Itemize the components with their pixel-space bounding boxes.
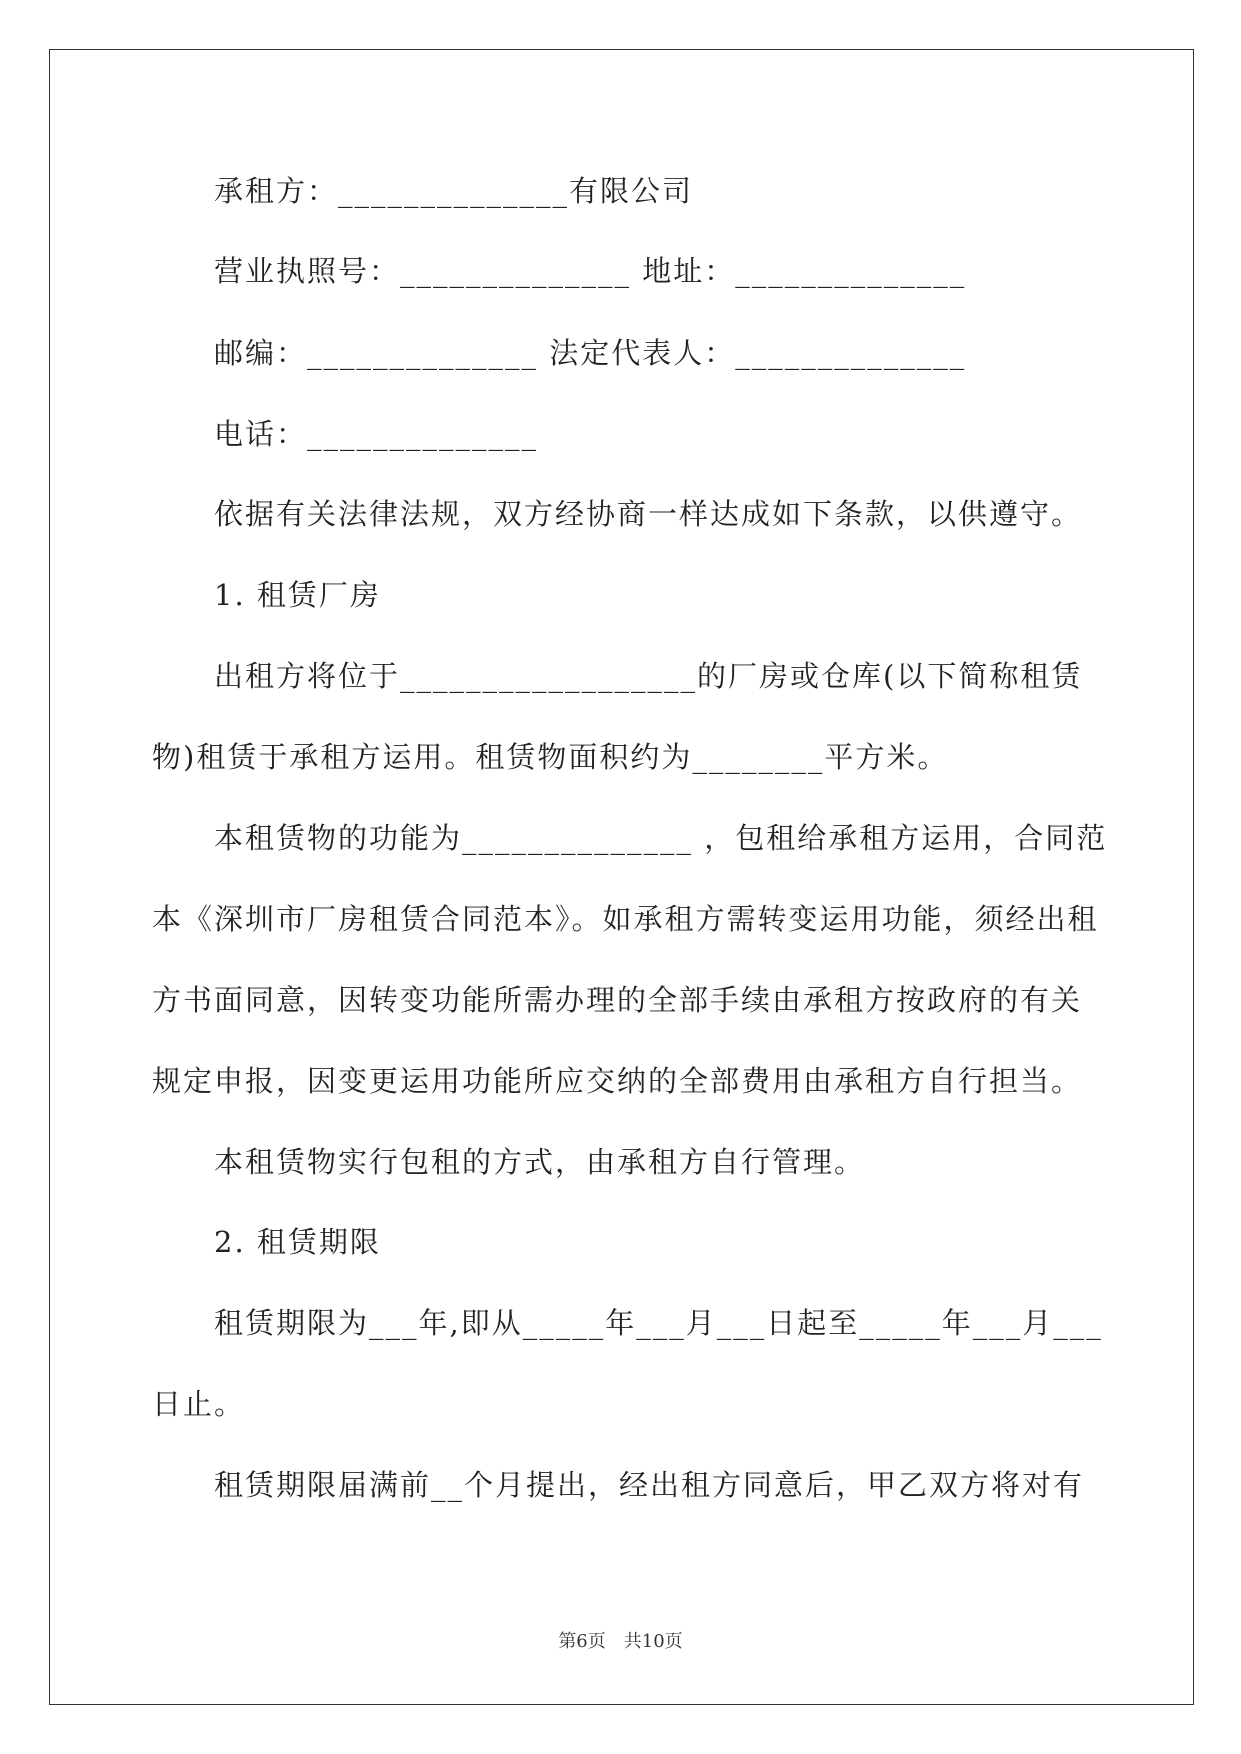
- para-1-line-2: 物)租赁于承租方运用。租赁物面积约为________平方米。: [152, 740, 949, 774]
- line-lessee: 承租方：______________有限公司: [214, 174, 694, 208]
- heading-1: 1. 租赁厂房: [214, 578, 381, 612]
- heading-2: 2. 租赁期限: [214, 1225, 381, 1259]
- para-4-line-2: 日止。: [152, 1387, 246, 1421]
- para-3: 本租赁物实行包租的方式，由承租方自行管理。: [214, 1145, 866, 1179]
- line-preamble: 依据有关法律法规，双方经协商一样达成如下条款，以供遵守。: [214, 497, 1083, 531]
- para-2-line-2: 本《深圳市厂房租赁合同范本》。如承租方需转变运用功能，须经出租: [152, 902, 1099, 936]
- para-4-line-1: 租赁期限为___年,即从_____年___月___日起至_____年___月___: [214, 1306, 1103, 1340]
- page-border: [49, 49, 1194, 1705]
- line-phone: 电话：______________: [214, 417, 539, 451]
- line-license: 营业执照号：______________ 地址：______________: [214, 254, 967, 288]
- para-2-line-1: 本租赁物的功能为______________ ，包租给承租方运用，合同范: [214, 821, 1108, 855]
- para-2-line-4: 规定申报，因变更运用功能所应交纳的全部费用由承租方自行担当。: [152, 1064, 1083, 1098]
- para-2-line-3: 方书面同意，因转变功能所需办理的全部手续由承租方按政府的有关: [152, 983, 1083, 1017]
- para-1-line-1: 出租方将位于__________________的厂房或仓库(以下简称租赁: [214, 659, 1083, 693]
- page-footer: 第6页 共10页: [558, 1631, 683, 1652]
- para-5-line-1: 租赁期限届满前__个月提出，经出租方同意后，甲乙双方将对有: [214, 1468, 1085, 1502]
- line-postcode: 邮编：______________ 法定代表人：______________: [214, 336, 967, 370]
